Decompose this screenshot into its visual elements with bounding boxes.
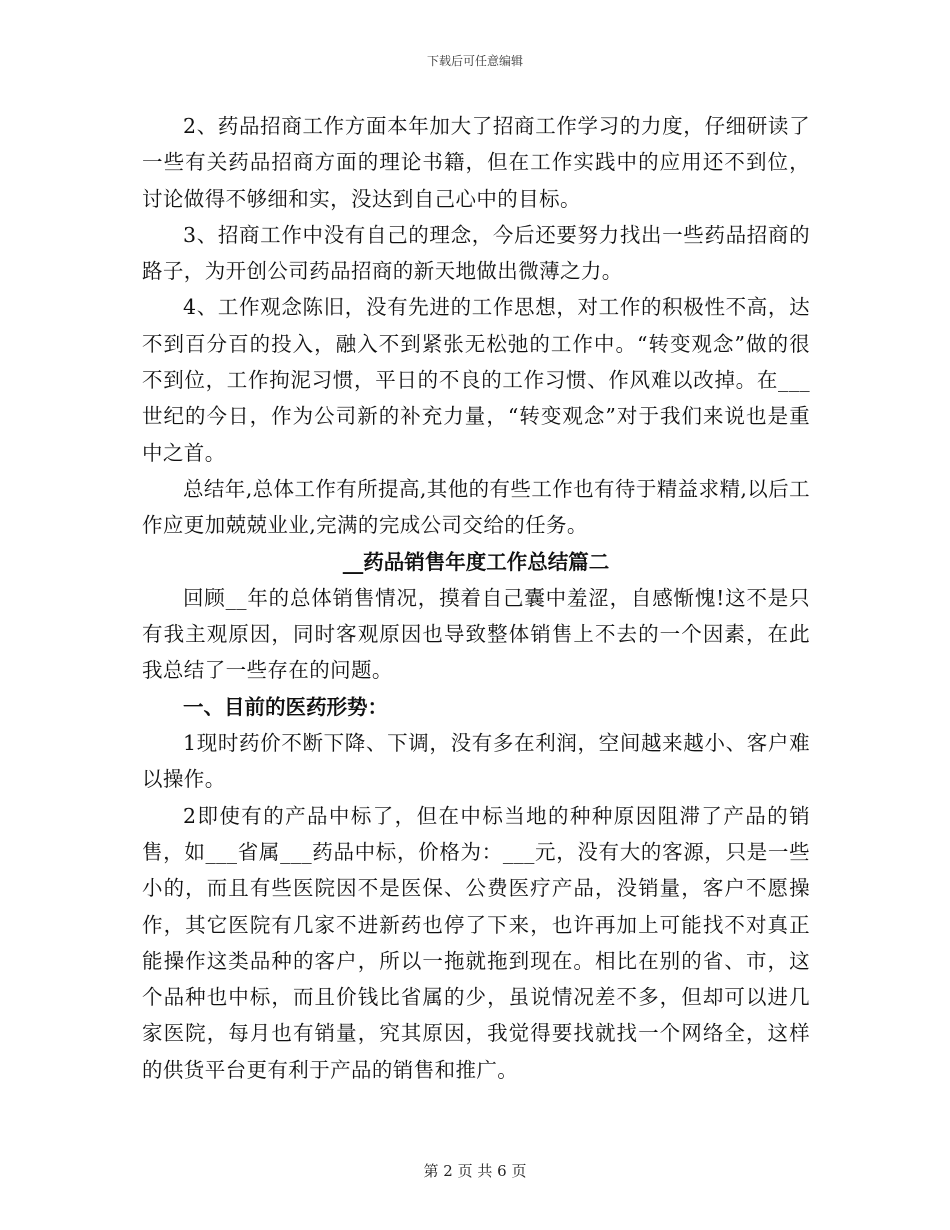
paragraph-item-4: 4、工作观念陈旧，没有先进的工作思想，对工作的积极性不高，达不到百分百的投入，融入不到紧张无松弛的工作中。“转变观念”做的很不到位，工作拘泥习惯，平日的不良的工作习惯、作风难以改掉。在___世纪的今日，作为公司新的补充力量，“转变观念”对于我们来说也是重中之首。 — [142, 295, 810, 465]
section-title: __药品销售年度工作总结篇二 — [342, 549, 610, 574]
page-footer: 第 2 页 共 6 页 — [423, 1162, 527, 1180]
subheading-pharma-situation: 一、目前的医药形势： — [183, 694, 388, 719]
paragraph-summary: 总结年,总体工作有所提高,其他的有些工作也有待于精益求精,以后工作应更加兢兢业业,完满的完成公司交给的任务。 — [142, 476, 810, 538]
paragraph-point-1: 1现时药价不断下降、下调，没有多在利润，空间越来越小、客户难以操作。 — [142, 731, 810, 792]
paragraph-item-2: 2、药品招商工作方面本年加大了招商工作学习的力度，仔细研读了一些有关药品招商方面的理论书籍，但在工作实践中的应用还不到位，讨论做得不够细和实，没达到自己心中的目标。 — [142, 114, 810, 211]
paragraph-item-3: 3、招商工作中没有自己的理念，今后还要努力找出一些药品招商的路子，为开创公司药品招商的新天地做出微薄之力。 — [142, 222, 810, 284]
paragraph-review: 回顾__年的总体销售情况，摸着自己囊中羞涩，自感惭愧!这不是只有我主观原因，同时客观原因也导致整体销售上不去的一个因素，在此我总结了一些存在的问题。 — [142, 585, 810, 683]
document-body — [142, 108, 810, 1088]
page-header: 下载后可任意编辑 — [426, 54, 523, 68]
paragraph-point-2: 2即使有的产品中标了，但在中标当地的种种原因阻滞了产品的销售，如___省属___药品中标，价格为：___元，没有大的客源，只是一些小的，而且有些医院因不是医保、公费医疗产品，没销量，客户不愿操作，其它医院有几家不进新药也停了下来，也许再加上可能找不对真正能操作这类品种的客户，所以一拖就拖到现在。相比在别的省、市，这个品种也中标，而且价钱比省属的少，虽说情况差不多，但却可以进几家医院，每月也有销量，究其原因，我觉得要找就找一个网络全，这样的供货平台更有利于产品的销售和推广。 — [142, 803, 810, 1082]
